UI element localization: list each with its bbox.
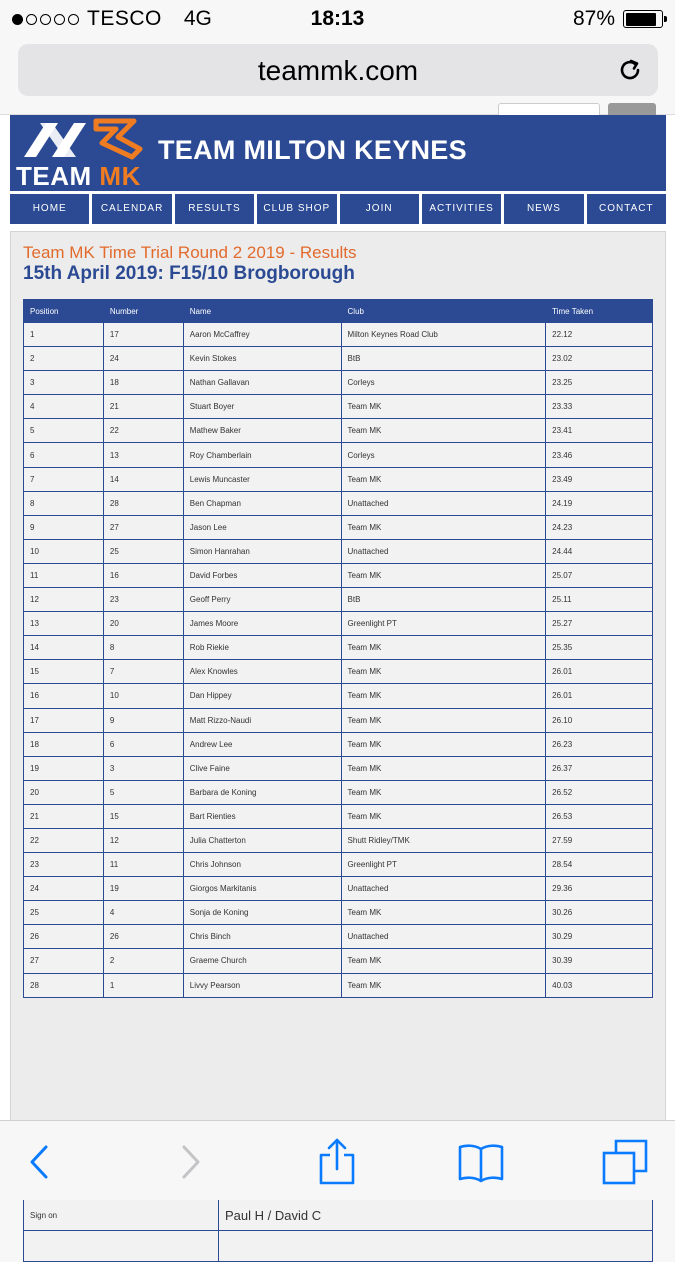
cell-position: 20 xyxy=(24,780,104,804)
nav-calendar[interactable]: CALENDAR xyxy=(92,194,171,224)
cell-time-taken: 26.01 xyxy=(546,684,653,708)
page-subtitle: 15th April 2019: F15/10 Brogborough xyxy=(23,263,355,284)
cell-name: Kevin Stokes xyxy=(183,347,341,371)
cell-position: 13 xyxy=(24,612,104,636)
cell-name: Simon Hanrahan xyxy=(183,539,341,563)
cell-club: Team MK xyxy=(341,901,546,925)
cell-number: 8 xyxy=(103,636,183,660)
cell-name: Nathan Gallavan xyxy=(183,371,341,395)
volunteer-name xyxy=(219,1231,653,1262)
table-row xyxy=(24,853,653,877)
cell-name: Clive Faine xyxy=(183,756,341,780)
column-header-club: Club xyxy=(341,300,546,323)
bookmarks-icon[interactable] xyxy=(456,1137,506,1187)
cell-name: Stuart Boyer xyxy=(183,395,341,419)
url-text[interactable]: teammk.com xyxy=(257,55,419,86)
cell-name: Sonja de Koning xyxy=(183,901,341,925)
volunteer-role: Sign on xyxy=(24,1200,219,1231)
table-row xyxy=(24,756,653,780)
cell-time-taken: 25.35 xyxy=(546,636,653,660)
cell-name: Dan Hippey xyxy=(183,684,341,708)
cell-position: 10 xyxy=(24,539,104,563)
column-header-time-taken: Time Taken xyxy=(546,300,653,323)
logo-mk-text: MK xyxy=(99,161,141,191)
cell-name: Matt Rizzo-Naudi xyxy=(183,708,341,732)
cell-club: Corleys xyxy=(341,443,546,467)
cell-club: Team MK xyxy=(341,708,546,732)
cell-name: Jason Lee xyxy=(183,515,341,539)
table-row xyxy=(24,804,653,828)
table-row xyxy=(24,684,653,708)
cell-number: 22 xyxy=(103,419,183,443)
cell-number: 16 xyxy=(103,563,183,587)
cell-number: 20 xyxy=(103,612,183,636)
cell-number: 18 xyxy=(103,371,183,395)
cell-number: 9 xyxy=(103,708,183,732)
cell-number: 11 xyxy=(103,853,183,877)
cell-name: Lewis Muncaster xyxy=(183,467,341,491)
cell-time-taken: 23.41 xyxy=(546,419,653,443)
volunteer-row xyxy=(24,1231,653,1262)
cell-number: 21 xyxy=(103,395,183,419)
cell-club: Team MK xyxy=(341,395,546,419)
results-table-body xyxy=(24,323,653,998)
cell-number: 6 xyxy=(103,732,183,756)
cell-name: James Moore xyxy=(183,612,341,636)
cell-name: Bart Rienties xyxy=(183,804,341,828)
cell-number: 3 xyxy=(103,756,183,780)
table-row xyxy=(24,708,653,732)
cell-name: Chris Binch xyxy=(183,925,341,949)
cell-position: 16 xyxy=(24,684,104,708)
cell-time-taken: 24.44 xyxy=(546,539,653,563)
cell-club: Team MK xyxy=(341,684,546,708)
cell-club: Greenlight PT xyxy=(341,612,546,636)
cell-name: Aaron McCaffrey xyxy=(183,323,341,347)
site-title: TEAM MILTON KEYNES xyxy=(158,135,467,165)
status-bar xyxy=(0,0,675,38)
cell-time-taken: 30.26 xyxy=(546,901,653,925)
forward-icon[interactable] xyxy=(166,1137,216,1187)
cell-number: 10 xyxy=(103,684,183,708)
cell-number: 5 xyxy=(103,780,183,804)
results-table xyxy=(23,299,653,998)
cell-time-taken: 23.46 xyxy=(546,443,653,467)
cell-name: Julia Chatterton xyxy=(183,828,341,852)
cell-name: Geoff Perry xyxy=(183,588,341,612)
cell-time-taken: 30.39 xyxy=(546,949,653,973)
cell-time-taken: 29.36 xyxy=(546,877,653,901)
table-row xyxy=(24,539,653,563)
cell-number: 17 xyxy=(103,323,183,347)
cell-name: Rob Riekie xyxy=(183,636,341,660)
cell-time-taken: 24.19 xyxy=(546,491,653,515)
cell-time-taken: 26.23 xyxy=(546,732,653,756)
table-row xyxy=(24,419,653,443)
cell-position: 17 xyxy=(24,708,104,732)
table-row xyxy=(24,877,653,901)
cell-club: Team MK xyxy=(341,949,546,973)
cell-position: 4 xyxy=(24,395,104,419)
cell-time-taken: 23.02 xyxy=(546,347,653,371)
cell-name: Chris Johnson xyxy=(183,853,341,877)
cell-time-taken: 25.07 xyxy=(546,563,653,587)
nav-activities[interactable]: ACTIVITIES xyxy=(422,194,501,224)
cell-number: 28 xyxy=(103,491,183,515)
cell-club: Corleys xyxy=(341,371,546,395)
clock: 18:13 xyxy=(310,7,365,30)
cell-number: 26 xyxy=(103,925,183,949)
cell-number: 1 xyxy=(103,973,183,997)
table-row xyxy=(24,371,653,395)
column-header-name: Name xyxy=(183,300,341,323)
table-row xyxy=(24,949,653,973)
cell-club: BtB xyxy=(341,588,546,612)
cell-position: 15 xyxy=(24,660,104,684)
cell-club: Team MK xyxy=(341,467,546,491)
cell-number: 13 xyxy=(103,443,183,467)
cell-name: Roy Chamberlain xyxy=(183,443,341,467)
cell-name: Ben Chapman xyxy=(183,491,341,515)
nav-join[interactable]: JOIN xyxy=(340,194,419,224)
table-row xyxy=(24,563,653,587)
cell-position: 5 xyxy=(24,419,104,443)
cell-name: Giorgos Markitanis xyxy=(183,877,341,901)
cell-name: Andrew Lee xyxy=(183,732,341,756)
cell-position: 18 xyxy=(24,732,104,756)
table-row xyxy=(24,395,653,419)
table-row xyxy=(24,491,653,515)
cell-name: Barbara de Koning xyxy=(183,780,341,804)
cell-name: David Forbes xyxy=(183,563,341,587)
cell-position: 19 xyxy=(24,756,104,780)
cell-position: 3 xyxy=(24,371,104,395)
table-row xyxy=(24,925,653,949)
column-header-number: Number xyxy=(103,300,183,323)
cell-number: 24 xyxy=(103,347,183,371)
cell-club: Team MK xyxy=(341,515,546,539)
nav-home[interactable]: HOME xyxy=(10,194,89,224)
table-row xyxy=(24,732,653,756)
table-row xyxy=(24,515,653,539)
share-icon[interactable] xyxy=(312,1137,362,1187)
cell-number: 19 xyxy=(103,877,183,901)
cell-time-taken: 23.25 xyxy=(546,371,653,395)
cell-position: 27 xyxy=(24,949,104,973)
nav-contact[interactable]: CONTACT xyxy=(587,194,666,224)
cell-number: 15 xyxy=(103,804,183,828)
table-row xyxy=(24,443,653,467)
logo-wordmark xyxy=(16,161,141,192)
cell-time-taken: 27.59 xyxy=(546,828,653,852)
cell-club: Team MK xyxy=(341,756,546,780)
table-row xyxy=(24,901,653,925)
table-row xyxy=(24,973,653,997)
browser-toolbar xyxy=(0,1120,675,1200)
cell-club: Team MK xyxy=(341,563,546,587)
cell-name: Graeme Church xyxy=(183,949,341,973)
page-title: Team MK Time Trial Round 2 2019 - Results xyxy=(23,243,357,262)
cell-number: 14 xyxy=(103,467,183,491)
cell-position: 14 xyxy=(24,636,104,660)
battery-info xyxy=(573,7,663,31)
table-header-row xyxy=(24,300,653,323)
cell-position: 22 xyxy=(24,828,104,852)
cell-position: 24 xyxy=(24,877,104,901)
web-page xyxy=(0,114,675,1223)
cell-number: 4 xyxy=(103,901,183,925)
cell-time-taken: 22.12 xyxy=(546,323,653,347)
cell-time-taken: 26.52 xyxy=(546,780,653,804)
cell-club: Greenlight PT xyxy=(341,853,546,877)
main-nav xyxy=(10,194,666,224)
cell-position: 12 xyxy=(24,588,104,612)
table-row xyxy=(24,467,653,491)
cell-club: Team MK xyxy=(341,973,546,997)
cell-position: 7 xyxy=(24,467,104,491)
cell-name: Livvy Pearson xyxy=(183,973,341,997)
column-header-position: Position xyxy=(24,300,104,323)
network-type: 4G xyxy=(183,7,212,30)
nav-news[interactable]: NEWS xyxy=(504,194,583,224)
cell-time-taken: 28.54 xyxy=(546,853,653,877)
carrier-name: TESCO xyxy=(87,7,162,30)
cell-time-taken: 25.11 xyxy=(546,588,653,612)
cell-time-taken: 26.53 xyxy=(546,804,653,828)
cell-club: BtB xyxy=(341,347,546,371)
cell-club: Unattached xyxy=(341,491,546,515)
nav-results[interactable]: RESULTS xyxy=(175,194,254,224)
cell-time-taken: 26.10 xyxy=(546,708,653,732)
cell-club: Team MK xyxy=(341,780,546,804)
table-row xyxy=(24,660,653,684)
main-content xyxy=(10,231,666,1223)
cell-club: Shutt Ridley/TMK xyxy=(341,828,546,852)
cell-time-taken: 25.27 xyxy=(546,612,653,636)
cell-position: 26 xyxy=(24,925,104,949)
cell-club: Team MK xyxy=(341,660,546,684)
volunteer-name: Paul H / David C xyxy=(219,1200,653,1231)
table-row xyxy=(24,323,653,347)
volunteer-row xyxy=(24,1200,653,1231)
cell-name: Mathew Baker xyxy=(183,419,341,443)
volunteer-role xyxy=(24,1231,219,1262)
table-row xyxy=(24,612,653,636)
address-bar[interactable] xyxy=(18,44,658,96)
cell-position: 9 xyxy=(24,515,104,539)
reload-icon[interactable] xyxy=(616,56,644,84)
cell-position: 6 xyxy=(24,443,104,467)
logo-team-text: TEAM xyxy=(16,161,92,191)
cell-position: 11 xyxy=(24,563,104,587)
cell-time-taken: 23.49 xyxy=(546,467,653,491)
cell-club: Team MK xyxy=(341,804,546,828)
cell-position: 8 xyxy=(24,491,104,515)
cell-position: 23 xyxy=(24,853,104,877)
cell-time-taken: 26.37 xyxy=(546,756,653,780)
table-row xyxy=(24,780,653,804)
cell-number: 2 xyxy=(103,949,183,973)
cell-club: Milton Keynes Road Club xyxy=(341,323,546,347)
cell-club: Team MK xyxy=(341,636,546,660)
table-row xyxy=(24,347,653,371)
nav-club-shop[interactable]: CLUB SHOP xyxy=(257,194,336,224)
cell-number: 27 xyxy=(103,515,183,539)
cell-time-taken: 23.33 xyxy=(546,395,653,419)
cell-position: 28 xyxy=(24,973,104,997)
cell-name: Alex Knowles xyxy=(183,660,341,684)
cell-position: 25 xyxy=(24,901,104,925)
battery-percent: 87% xyxy=(572,7,615,30)
back-icon[interactable] xyxy=(14,1137,64,1187)
cell-club: Team MK xyxy=(341,732,546,756)
cell-club: Unattached xyxy=(341,925,546,949)
cell-position: 1 xyxy=(24,323,104,347)
tabs-icon[interactable] xyxy=(600,1137,650,1187)
cell-club: Unattached xyxy=(341,877,546,901)
cell-number: 7 xyxy=(103,660,183,684)
cell-number: 12 xyxy=(103,828,183,852)
site-header xyxy=(10,115,666,191)
cell-club: Unattached xyxy=(341,539,546,563)
cell-club: Team MK xyxy=(341,419,546,443)
table-row xyxy=(24,588,653,612)
cell-time-taken: 24.23 xyxy=(546,515,653,539)
cell-time-taken: 30.29 xyxy=(546,925,653,949)
cell-position: 2 xyxy=(24,347,104,371)
battery-icon xyxy=(623,10,663,28)
cell-number: 25 xyxy=(103,539,183,563)
table-row xyxy=(24,636,653,660)
cell-position: 21 xyxy=(24,804,104,828)
cell-time-taken: 26.01 xyxy=(546,660,653,684)
cell-number: 23 xyxy=(103,588,183,612)
table-row xyxy=(24,828,653,852)
cell-time-taken: 40.03 xyxy=(546,973,653,997)
